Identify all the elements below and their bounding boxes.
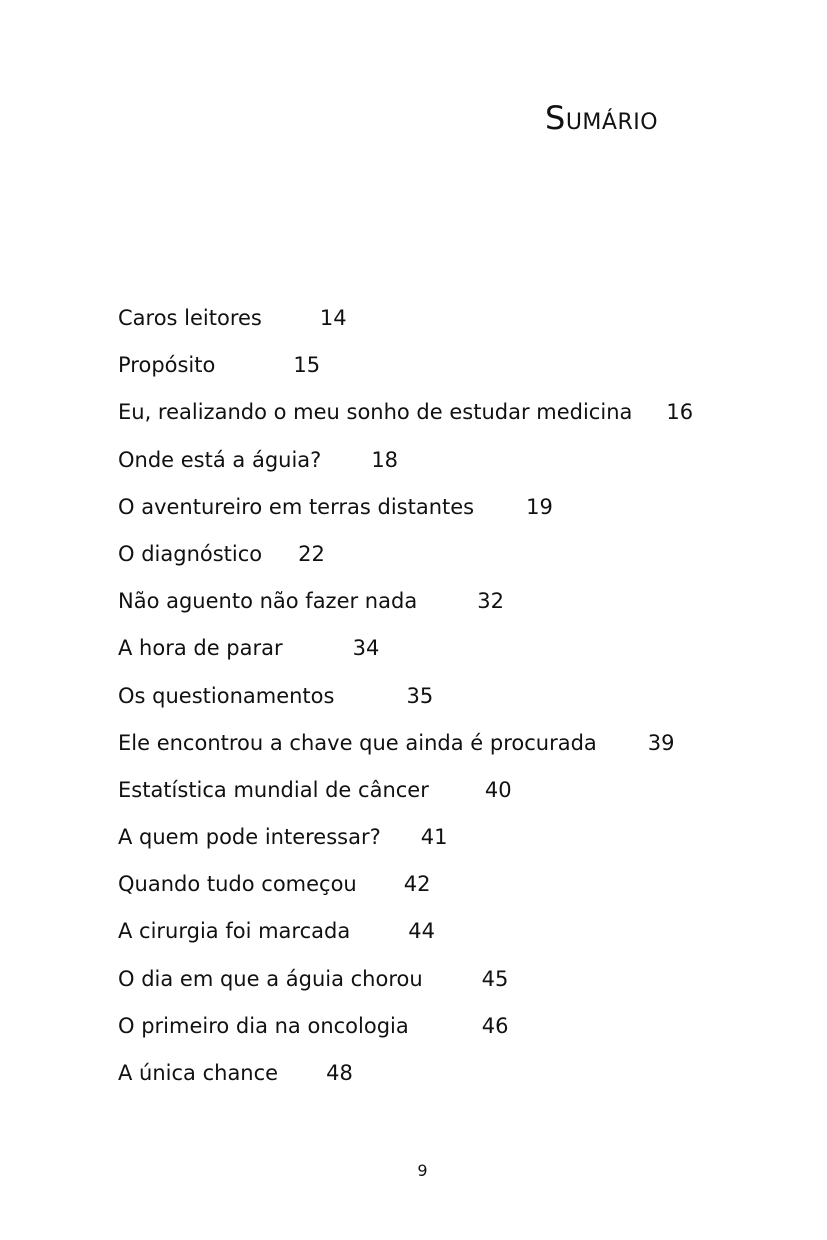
toc-entry-label: A única chance — [118, 1061, 279, 1085]
toc-entry — [118, 867, 693, 914]
toc-entry-page: 18 — [371, 447, 399, 472]
toc-entry-label: Onde está a águia? — [118, 447, 322, 472]
toc-entry-label: A quem pode interessar? — [118, 825, 381, 850]
toc-entry — [118, 537, 693, 584]
toc-entry — [118, 726, 693, 773]
toc-entry — [118, 820, 693, 867]
toc-entry — [118, 1009, 693, 1056]
page-title: Sumário — [545, 99, 659, 137]
toc-entry-label: Os questionamentos — [118, 683, 335, 708]
toc-entry-page: 45 — [481, 966, 509, 991]
toc-entry-label: Estatística mundial de câncer — [118, 777, 429, 802]
toc-entry-page: 44 — [408, 919, 435, 944]
toc-entry-label: O diagnóstico — [118, 541, 263, 566]
toc-entry-page: 40 — [484, 777, 512, 802]
toc-entry-page: 16 — [666, 400, 694, 425]
toc-entry — [118, 348, 693, 395]
toc-entry-label: O aventureiro em terras distantes — [118, 494, 475, 519]
toc-entry-page: 19 — [526, 494, 553, 519]
toc-entry-label: Eu, realizando o meu sonho de estudar medicina — [118, 400, 633, 425]
toc-entry-page: 42 — [403, 872, 431, 897]
toc-entry-page: 48 — [326, 1061, 353, 1085]
toc-entry-label: O primeiro dia na oncologia — [118, 1013, 409, 1038]
toc-entry — [118, 490, 693, 537]
toc-entry-label: Ele encontrou a chave que ainda é procurada — [118, 730, 597, 755]
toc-entry-page: 22 — [298, 541, 325, 566]
toc-entry — [118, 443, 693, 490]
toc-entry-label: O dia em que a águia chorou — [118, 966, 423, 991]
toc-entry-page: 15 — [293, 353, 321, 378]
table-of-contents — [118, 301, 693, 1103]
toc-entry-label: A hora de parar — [118, 636, 283, 661]
toc-entry-page: 41 — [420, 825, 448, 850]
toc-entry-page: 46 — [481, 1013, 509, 1038]
toc-entry — [118, 395, 693, 442]
toc-entry-label: A cirurgia foi marcada — [118, 919, 351, 944]
toc-entry — [118, 631, 693, 678]
page-number: 9 — [417, 1161, 428, 1180]
toc-entry-page: 32 — [477, 589, 504, 614]
toc-entry — [118, 1056, 693, 1103]
toc-entry — [118, 914, 693, 961]
toc-entry-label: Propósito — [118, 353, 216, 378]
toc-entry — [118, 962, 693, 1009]
toc-entry — [118, 773, 693, 820]
toc-entry — [118, 584, 693, 631]
toc-entry-page: 35 — [406, 683, 434, 708]
toc-entry-page: 34 — [352, 636, 380, 661]
toc-entry-label: Caros leitores — [118, 306, 262, 330]
toc-entry — [118, 301, 693, 348]
toc-entry-label: Quando tudo começou — [118, 872, 357, 897]
toc-entry — [118, 679, 693, 726]
toc-entry-page: 14 — [319, 306, 347, 330]
toc-entry-label: Não aguento não fazer nada — [118, 589, 418, 614]
toc-entry-page: 39 — [647, 730, 675, 755]
